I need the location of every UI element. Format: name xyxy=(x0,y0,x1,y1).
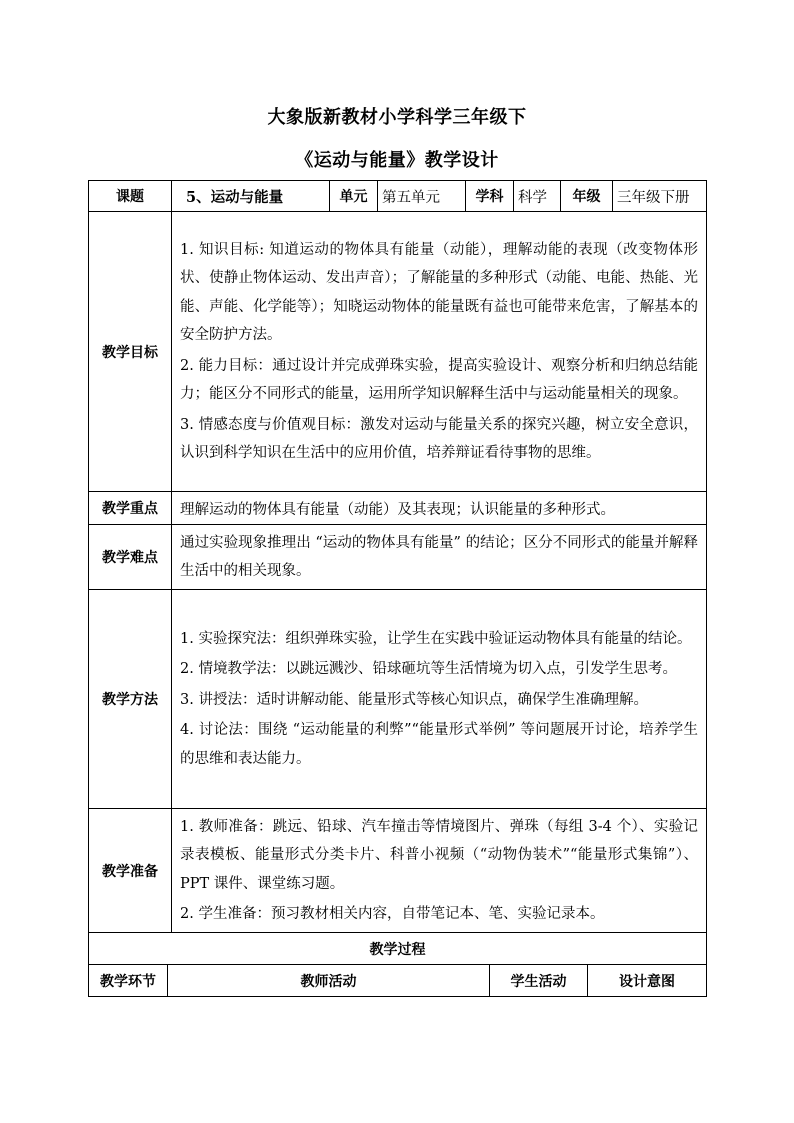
document-title: 大象版新教材小学科学三年级下 xyxy=(267,107,527,128)
objectives-label: 教学目标 xyxy=(89,212,172,492)
column-design-intent: 设计意图 xyxy=(588,965,707,997)
column-stage: 教学环节 xyxy=(89,965,168,997)
methods-row xyxy=(89,590,707,809)
objective-attitude: 3. 情感态度与价值观目标：激发对运动与能量关系的探究兴趣，树立安全意识，认识到科学知识在生活中的应用价值，培养辩证看待事物的思维。 xyxy=(180,416,698,461)
method-lecture: 3. 讲授法：适时讲解动能、能量形式等核心知识点，确保学生准确理解。 xyxy=(180,691,648,708)
key-points-row xyxy=(89,492,707,525)
difficulties-label: 教学难点 xyxy=(89,525,172,590)
objectives-content xyxy=(172,212,707,492)
process-table xyxy=(88,932,707,997)
subject-label: 学科 xyxy=(466,181,514,212)
difficulties-content xyxy=(172,525,707,590)
objective-knowledge: 1. 知识目标: 知道运动的物体具有能量（动能），理解动能的表现（改变物体形状、使静止物体运动、发出声音）；了解能量的多种形式（动能、电能、热能、光能、声能、化学能等）；知晓运动物体的能量既有益也可能带来危害，了解基本的安全防护方法。 xyxy=(180,241,698,343)
column-student-activity: 学生活动 xyxy=(490,965,588,997)
preparation-label: 教学准备 xyxy=(89,809,172,933)
unit-label: 单元 xyxy=(330,181,378,212)
objectives-row xyxy=(89,212,707,492)
preparation-student: 2. 学生准备：预习教材相关内容，自带笔记本、笔、实验记录本。 xyxy=(180,906,605,922)
topic-value: 5、运动与能量 xyxy=(172,181,330,212)
preparation-row xyxy=(89,809,707,933)
process-header-row xyxy=(89,965,707,997)
preparation-content xyxy=(172,809,707,933)
process-title: 教学过程 xyxy=(89,933,707,965)
grade-value: 三年级下册 xyxy=(613,181,707,212)
header-row xyxy=(89,181,707,212)
objective-ability: 2. 能力目标：通过设计并完成弹珠实验，提高实验设计、观察分析和归纳总结能力；能区分不同形式的能量，运用所学知识解释生活中与运动能量相关的现象。 xyxy=(180,357,698,402)
difficulties-row xyxy=(89,525,707,590)
lesson-plan-table xyxy=(88,180,707,933)
column-teacher-activity: 教师活动 xyxy=(168,965,490,997)
method-discussion: 4. 讨论法：围绕 “运动能量的利弊”“能量形式举例” 等问题展开讨论，培养学生的思维和表达能力。 xyxy=(180,722,698,767)
preparation-teacher: 1. 教师准备：跳远、铅球、汽车撞击等情境图片、弹珠（每组 3-4 个）、实验记录表模板、能量形式分类卡片、科普小视频（“动物伪装术”“能量形式集锦”）、PPT 课件、课堂练习题。 xyxy=(180,818,698,892)
key-points-text: 理解运动的物体具有能量（动能）及其表现；认识能量的多种形式。 xyxy=(172,492,707,525)
method-situational: 2. 情境教学法：以跳远溅沙、铅球砸坑等生活情境为切入点，引发学生思考。 xyxy=(180,661,677,678)
subject-value: 科学 xyxy=(514,181,561,212)
methods-content xyxy=(172,590,707,809)
method-experiment: 1. 实验探究法：组织弹珠实验，让学生在实践中验证运动物体具有能量的结论。 xyxy=(180,630,692,647)
grade-label: 年级 xyxy=(561,181,613,212)
topic-label: 课题 xyxy=(89,181,172,212)
process-title-row xyxy=(89,933,707,965)
difficulties-text: 通过实验现象推理出 “运动的物体具有能量” 的结论；区分不同形式的能量并解释生活中的相关现象。 xyxy=(180,534,698,579)
key-points-label: 教学重点 xyxy=(89,492,172,525)
document-subtitle: 《运动与能量》教学设计 xyxy=(295,150,499,171)
methods-label: 教学方法 xyxy=(89,590,172,809)
unit-value: 第五单元 xyxy=(378,181,466,212)
